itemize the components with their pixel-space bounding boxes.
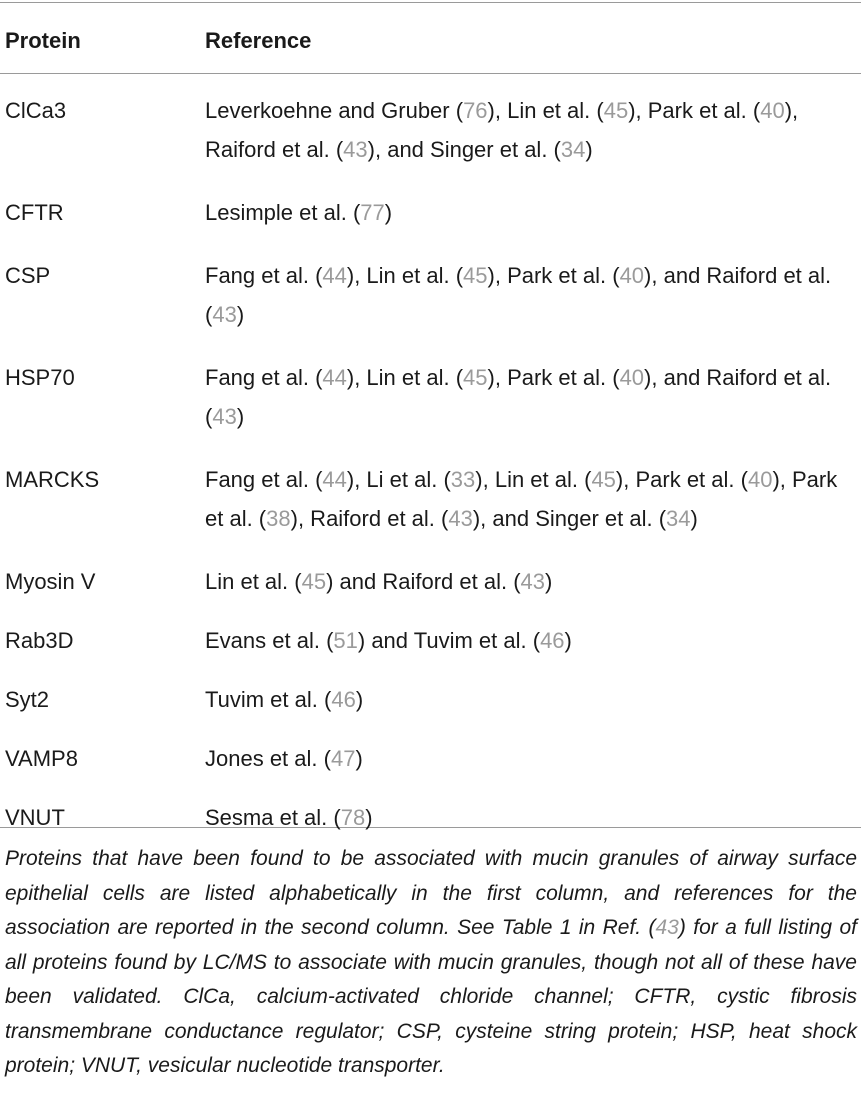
reference-number[interactable]: 43 bbox=[212, 302, 237, 327]
reference-text: ) bbox=[355, 746, 363, 771]
table-row bbox=[0, 346, 861, 448]
protein-name: VNUT bbox=[5, 805, 65, 830]
reference-number[interactable]: 38 bbox=[266, 506, 291, 531]
header-protein: Protein bbox=[5, 28, 81, 53]
reference-text: ), Park et al. ( bbox=[615, 467, 748, 492]
reference-text: ), Lin et al. ( bbox=[475, 467, 592, 492]
reference-text: Tuvim et al. ( bbox=[205, 687, 332, 712]
reference-text: ), Raiford et al. ( bbox=[205, 98, 799, 162]
reference-number[interactable]: 51 bbox=[333, 628, 358, 653]
protein-name: Myosin V bbox=[5, 569, 96, 594]
reference-number[interactable]: 43 bbox=[212, 404, 237, 429]
reference-text: Fang et al. ( bbox=[205, 263, 323, 288]
reference-text: Fang et al. ( bbox=[205, 467, 323, 492]
table-row bbox=[0, 550, 861, 611]
protein-name: Rab3D bbox=[5, 628, 74, 653]
reference-number[interactable]: 45 bbox=[603, 98, 629, 123]
reference-text: Lesimple et al. ( bbox=[205, 200, 361, 225]
reference-number[interactable]: 45 bbox=[301, 569, 327, 594]
reference-text: Leverkoehne and Gruber ( bbox=[205, 98, 464, 123]
table-header-row bbox=[0, 0, 861, 77]
reference-number[interactable]: 43 bbox=[655, 916, 679, 939]
reference-number[interactable]: 33 bbox=[450, 467, 476, 492]
reference-number[interactable]: 45 bbox=[463, 365, 488, 390]
reference-text: ) bbox=[384, 200, 393, 225]
reference-text: ) bbox=[236, 302, 245, 327]
reference-number[interactable]: 40 bbox=[619, 365, 645, 390]
reference-cell bbox=[205, 788, 861, 847]
table-row bbox=[0, 788, 861, 847]
reference-number[interactable]: 34 bbox=[560, 137, 586, 162]
reference-text: ) bbox=[564, 628, 572, 653]
reference-cell bbox=[205, 670, 861, 729]
reference-number[interactable]: 43 bbox=[343, 137, 368, 162]
reference-cell bbox=[205, 346, 861, 448]
reference-text: Fang et al. ( bbox=[205, 365, 323, 390]
reference-text: Sesma et al. ( bbox=[205, 805, 341, 830]
reference-number[interactable]: 76 bbox=[463, 98, 488, 123]
reference-cell bbox=[205, 244, 861, 346]
reference-text: ), and Raiford et al. ( bbox=[205, 365, 832, 429]
protein-name: HSP70 bbox=[5, 365, 75, 390]
reference-number[interactable]: 44 bbox=[322, 263, 347, 288]
reference-number[interactable]: 46 bbox=[331, 687, 356, 712]
reference-number[interactable]: 40 bbox=[619, 263, 645, 288]
reference-text: ), Lin et al. ( bbox=[346, 263, 464, 288]
reference-text: ), and Singer et al. ( bbox=[472, 506, 667, 531]
reference-number[interactable]: 43 bbox=[520, 569, 546, 594]
reference-text: ), Lin et al. ( bbox=[487, 98, 604, 123]
reference-text: Jones et al. ( bbox=[205, 746, 331, 771]
reference-cell bbox=[205, 611, 861, 670]
table-caption bbox=[5, 842, 857, 1084]
reference-text: Proteins that have been found to be associated with mucin granules of airway surface epithelial cells are listed alphabetically in the first column, and references for the association are reported in the second column. See Table 1 in Ref. ( bbox=[5, 847, 857, 939]
reference-text: ), Park et al. ( bbox=[205, 467, 838, 531]
reference-number[interactable]: 44 bbox=[322, 365, 347, 390]
reference-cell bbox=[205, 448, 861, 550]
protein-name: MARCKS bbox=[5, 467, 100, 492]
reference-number[interactable]: 43 bbox=[448, 506, 473, 531]
table-row bbox=[0, 181, 861, 244]
reference-number[interactable]: 46 bbox=[540, 628, 565, 653]
reference-text: ) bbox=[365, 805, 373, 830]
reference-number[interactable]: 78 bbox=[340, 805, 366, 830]
table-row bbox=[0, 244, 861, 346]
table-row bbox=[0, 77, 861, 181]
reference-text: ) for a full listing of all proteins found by LC/MS to associate with mucin granules, though not all of these have been validated. ClCa, calcium-activated chloride channel; CFTR, cystic fibrosis transmembrane conductance regulator; CSP, cysteine string protein; HSP, heat shock protein; VNUT, vesicular nucleotide transporter. bbox=[5, 916, 857, 1077]
reference-text: ), Park et al. ( bbox=[487, 365, 620, 390]
reference-text: Evans et al. ( bbox=[205, 628, 334, 653]
reference-text: ), Li et al. ( bbox=[346, 467, 451, 492]
reference-number[interactable]: 77 bbox=[360, 200, 385, 225]
reference-number[interactable]: 45 bbox=[591, 467, 616, 492]
reference-text: ), Park et al. ( bbox=[628, 98, 761, 123]
reference-text: ) and Raiford et al. ( bbox=[326, 569, 521, 594]
reference-text: ) and Tuvim et al. ( bbox=[357, 628, 541, 653]
reference-text: ) bbox=[545, 569, 553, 594]
protein-name: VAMP8 bbox=[5, 746, 78, 771]
reference-text: ), Park et al. ( bbox=[487, 263, 620, 288]
reference-number[interactable]: 40 bbox=[747, 467, 773, 492]
reference-text: ) bbox=[690, 506, 698, 531]
header-reference: Reference bbox=[205, 28, 312, 53]
reference-text: ) bbox=[355, 687, 364, 712]
reference-number[interactable]: 44 bbox=[322, 467, 347, 492]
reference-text: ) bbox=[585, 137, 593, 162]
reference-cell bbox=[205, 550, 861, 611]
reference-text: ), and Raiford et al. ( bbox=[205, 263, 832, 327]
table-row bbox=[0, 611, 861, 670]
table-row bbox=[0, 670, 861, 729]
reference-text: ) bbox=[236, 404, 245, 429]
reference-text: ), Raiford et al. ( bbox=[290, 506, 449, 531]
protein-name: CSP bbox=[5, 263, 51, 288]
reference-number[interactable]: 40 bbox=[760, 98, 785, 123]
reference-cell bbox=[205, 181, 861, 244]
reference-text: ), Lin et al. ( bbox=[346, 365, 464, 390]
protein-name: ClCa3 bbox=[5, 98, 67, 123]
reference-cell bbox=[205, 77, 861, 181]
reference-text: ), and Singer et al. ( bbox=[367, 137, 561, 162]
table-row bbox=[0, 448, 861, 550]
reference-number[interactable]: 45 bbox=[463, 263, 488, 288]
reference-number[interactable]: 34 bbox=[666, 506, 691, 531]
reference-text: Lin et al. ( bbox=[205, 569, 302, 594]
protein-name: CFTR bbox=[5, 200, 64, 225]
reference-number[interactable]: 47 bbox=[330, 746, 356, 771]
protein-name: Syt2 bbox=[5, 687, 50, 712]
reference-cell bbox=[205, 729, 861, 788]
table-row bbox=[0, 729, 861, 788]
